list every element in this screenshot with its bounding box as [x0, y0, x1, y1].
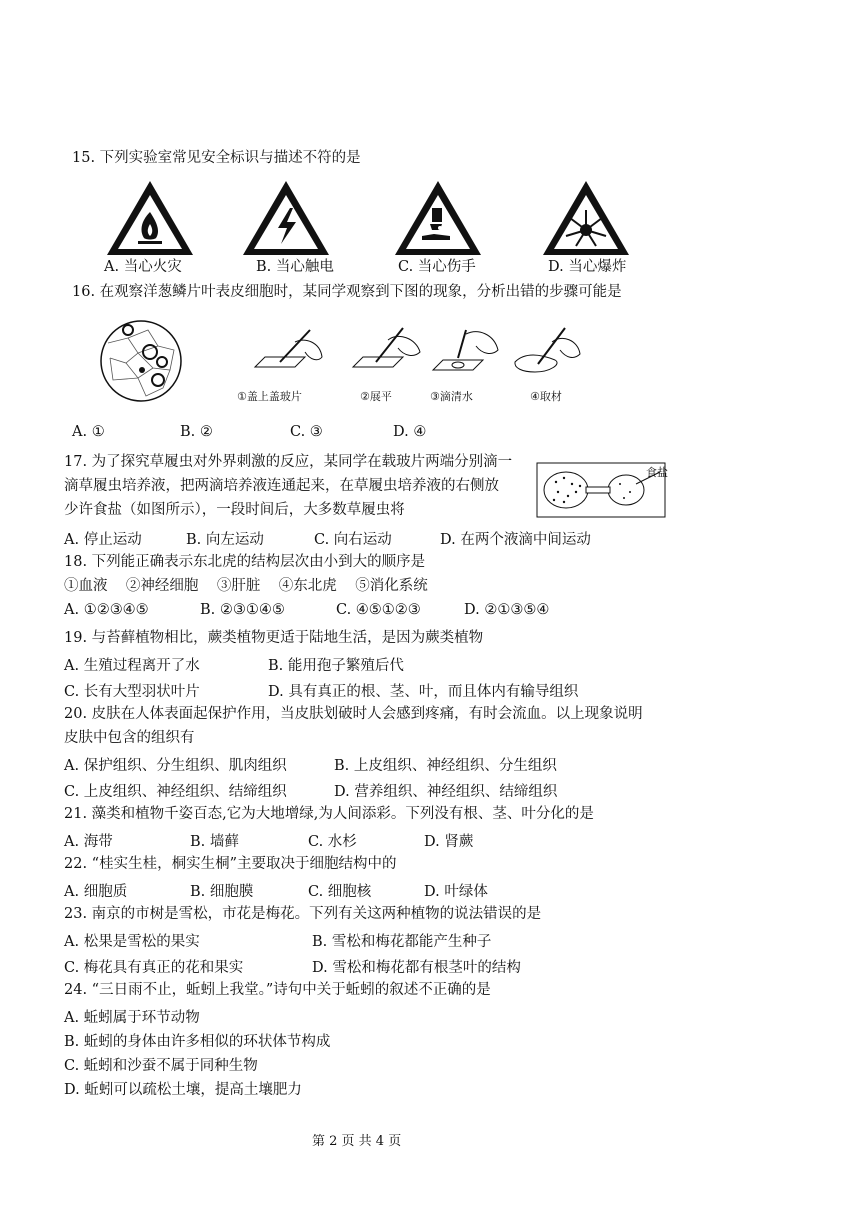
explosion-warning-sign: [540, 178, 632, 258]
q19-option-d: D. 具有真正的根、茎、叶，而且体内有输导组织: [268, 684, 579, 700]
q20-line-1: 20. 皮肤在人体表面起保护作用，当皮肤划破时人会感到疼痛，有时会流血。以上现象说明: [64, 706, 643, 722]
q17-line-2: 滴草履虫培养液，把两滴培养液连通起来，在草履虫培养液的右侧放: [64, 478, 499, 494]
q15-option-b: B. 当心触电: [256, 259, 334, 275]
fire-warning-sign: [104, 178, 196, 258]
step-1-illustration: [250, 322, 330, 382]
q21-option-b: B. 墙藓: [190, 834, 239, 850]
q15-option-c: C. 当心伤手: [398, 259, 476, 275]
q18-option-c: C. ④⑤①②③: [336, 602, 421, 618]
q19-stem: 19. 与苔藓植物相比，蕨类植物更适于陆地生活，是因为蕨类植物: [64, 630, 484, 646]
q16-option-c: C. ③: [290, 424, 323, 440]
q16-option-a: A. ①: [72, 424, 105, 440]
q20-option-d: D. 营养组织、神经组织、结缔组织: [334, 784, 558, 800]
q23-stem: 23. 南京的市树是雪松，市花是梅花。下列有关这两种植物的说法错误的是: [64, 906, 542, 922]
q19-option-b: B. 能用孢子繁殖后代: [268, 658, 404, 674]
q23-option-b: B. 雪松和梅花都能产生种子: [312, 934, 492, 950]
q18-stem: 18. 下列能正确表示东北虎的结构层次由小到大的顺序是: [64, 554, 426, 570]
q18-option-b: B. ②③①④⑤: [200, 602, 285, 618]
q21-option-d: D. 肾蕨: [424, 834, 474, 850]
q17-option-a: A. 停止运动: [64, 532, 142, 548]
q17-option-c: C. 向右运动: [314, 532, 392, 548]
q22-option-b: B. 细胞膜: [190, 884, 254, 900]
step-2-illustration: [348, 322, 428, 382]
q23-option-c: C. 梅花具有真正的花和果实: [64, 960, 244, 976]
q17-line-3: 少许食盐（如图所示），一段时间后，大多数草履虫将: [64, 502, 405, 518]
q16-step-4: ④取材: [530, 390, 562, 403]
electric-warning-sign: [240, 178, 332, 258]
q15-option-a: A. 当心火灾: [104, 259, 182, 275]
q16-option-d: D. ④: [393, 424, 427, 440]
q20-option-c: C. 上皮组织、神经组织、结缔组织: [64, 784, 287, 800]
q19-option-a: A. 生殖过程离开了水: [64, 658, 200, 674]
q20-option-b: B. 上皮组织、神经组织、分生组织: [334, 758, 557, 774]
q21-stem: 21. 藻类和植物千姿百态,它为大地增绿,为人间添彩。下列没有根、茎、叶分化的是: [64, 806, 594, 822]
q17-line-1: 17. 为了探究草履虫对外界刺激的反应，某同学在载玻片两端分别滴一: [64, 454, 513, 470]
q16-step-3: ③滴清水: [430, 390, 473, 403]
q16-step-2: ②展平: [360, 390, 392, 403]
q24-option-d: D. 蚯蚓可以疏松土壤，提高土壤肥力: [64, 1082, 302, 1098]
step-3-illustration: [428, 322, 508, 382]
q17-figure-label: 食盐: [646, 466, 668, 479]
page-footer: 第 2 页 共 4 页: [312, 1134, 402, 1149]
hand-injury-warning-sign: [392, 178, 484, 258]
q22-stem: 22. “桂实生桂，桐实生桐”主要取决于细胞结构中的: [64, 856, 397, 872]
q21-option-a: A. 海带: [64, 834, 113, 850]
q21-option-c: C. 水杉: [308, 834, 357, 850]
q24-option-c: C. 蚯蚓和沙蚕不属于同种生物: [64, 1058, 258, 1074]
q15-option-d: D. 当心爆炸: [548, 259, 627, 275]
q16-option-b: B. ②: [180, 424, 213, 440]
q22-option-d: D. 叶绿体: [424, 884, 488, 900]
q23-option-d: D. 雪松和梅花都有根茎叶的结构: [312, 960, 521, 976]
q18-option-d: D. ②①③⑤④: [464, 602, 550, 618]
q22-option-a: A. 细胞质: [64, 884, 128, 900]
q16-stem: 16. 在观察洋葱鳞片叶表皮细胞时，某同学观察到下图的现象，分析出错的步骤可能是: [72, 284, 622, 300]
q24-stem: 24. “三日雨不止，蚯蚓上我堂。”诗句中关于蚯蚓的叙述不正确的是: [64, 982, 491, 998]
q22-option-c: C. 细胞核: [308, 884, 372, 900]
q20-option-a: A. 保护组织、分生组织、肌肉组织: [64, 758, 287, 774]
q18-option-a: A. ①②③④⑤: [64, 602, 149, 618]
q20-line-2: 皮肤中包含的组织有: [64, 730, 195, 746]
step-4-illustration: [510, 322, 590, 382]
q19-option-c: C. 长有大型羽状叶片: [64, 684, 200, 700]
q23-option-a: A. 松果是雪松的果实: [64, 934, 200, 950]
q17-option-d: D. 在两个液滴中间运动: [440, 532, 591, 548]
q24-option-b: B. 蚯蚓的身体由许多相似的环状体节构成: [64, 1034, 331, 1050]
q24-option-a: A. 蚯蚓属于环节动物: [64, 1010, 200, 1026]
q18-items: ①血液 ②神经细胞 ③肝脏 ④东北虎 ⑤消化系统: [64, 578, 428, 594]
q17-option-b: B. 向左运动: [186, 532, 264, 548]
q15-stem: 15. 下列实验室常见安全标识与描述不符的是: [72, 150, 361, 166]
microscope-field-image: [98, 318, 184, 404]
q16-step-1: ①盖上盖玻片: [237, 390, 302, 403]
